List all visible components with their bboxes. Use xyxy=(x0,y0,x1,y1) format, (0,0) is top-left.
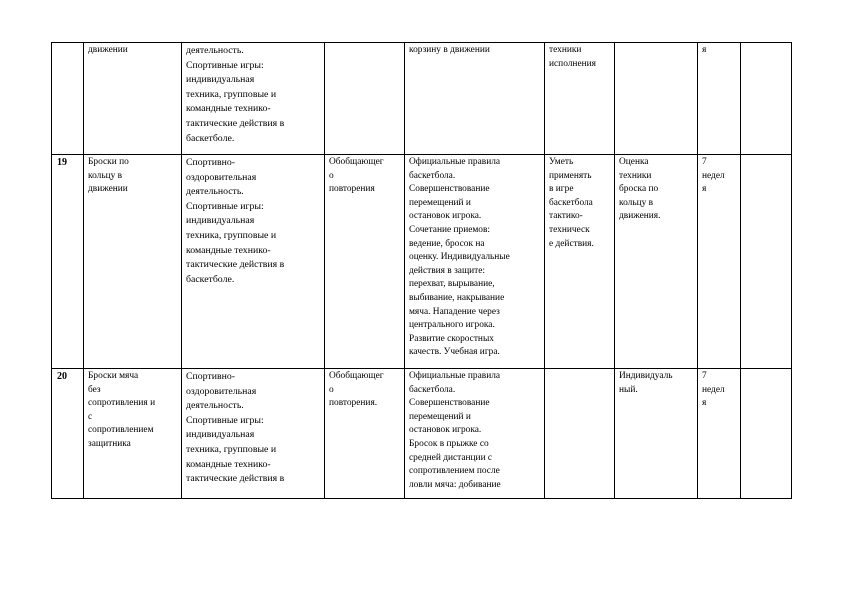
text-line: 20 xyxy=(57,371,67,382)
cell-week xyxy=(698,369,741,499)
text-line: 7 xyxy=(702,371,707,381)
cell-control xyxy=(615,155,698,369)
text-line: повторения xyxy=(329,184,375,195)
text-line: сопротивления и xyxy=(88,398,156,409)
text-line: техники xyxy=(549,45,582,55)
text-line: Официальные правила xyxy=(409,371,501,381)
text-line: е действия. xyxy=(549,238,594,249)
text-line: индивидуальная xyxy=(186,215,255,227)
text-line: Спортивные игры: xyxy=(186,200,264,212)
text-line: Спортивно- xyxy=(186,371,235,382)
text-line: тактические действия в xyxy=(186,259,285,271)
text-line: Обобщающег xyxy=(329,371,384,381)
text-line: качеств. Учебная игра. xyxy=(409,347,500,358)
text-line: баскетболе. xyxy=(186,273,235,285)
cell-control xyxy=(615,43,698,155)
text-line: Спортивные игры: xyxy=(186,59,264,71)
text-line: средней дистанции с xyxy=(409,452,493,463)
cell-lesson-type xyxy=(325,369,405,499)
cell-topic xyxy=(84,369,182,499)
cell-elements xyxy=(405,43,545,155)
text-line: в игре xyxy=(549,184,574,195)
cell-lesson-number xyxy=(52,369,84,499)
text-line: баскетболе. xyxy=(186,132,235,144)
cell-lesson-type xyxy=(325,155,405,369)
text-line: индивидуальная xyxy=(186,429,255,441)
text-line: без xyxy=(88,384,101,395)
text-line: Спортивно- xyxy=(186,157,235,168)
cell-extra xyxy=(741,155,792,369)
text-line: баскетбола. xyxy=(409,170,456,181)
text-line: Совершенствование xyxy=(409,398,490,409)
text-line: Уметь xyxy=(549,157,574,167)
text-line: о xyxy=(329,170,334,181)
text-line: с xyxy=(88,411,93,422)
text-line: деятельность. xyxy=(186,400,244,412)
text-line: оценку. Индивидуальные xyxy=(409,252,510,263)
text-line: оздоровительная xyxy=(186,171,257,183)
text-line: ловли мяча: добивание xyxy=(409,479,501,490)
text-line: командные технико- xyxy=(186,458,271,470)
text-line: деятельность. xyxy=(186,45,244,56)
text-line: Бросок в прыжке со xyxy=(409,438,489,449)
table-row xyxy=(52,155,792,369)
text-line: движении xyxy=(88,184,128,195)
text-line: остановок игрока. xyxy=(409,425,482,436)
text-line: баскетбола xyxy=(549,197,593,208)
text-line: центрального игрока. xyxy=(409,320,495,331)
text-line: техники xyxy=(619,170,652,181)
text-line: ный. xyxy=(619,384,638,395)
cell-content xyxy=(182,369,325,499)
cell-topic xyxy=(84,43,182,155)
text-line: ведение, бросок на xyxy=(409,238,485,249)
text-line: сопротивлением после xyxy=(409,466,500,477)
lesson-plan-table xyxy=(51,42,792,499)
cell-requirements xyxy=(545,43,615,155)
text-line: повторения. xyxy=(329,398,378,409)
text-line: Развитие скоростных xyxy=(409,333,494,344)
text-line: перемещений и xyxy=(409,197,471,208)
text-line: движении xyxy=(88,45,128,55)
text-line: 7 xyxy=(702,157,707,167)
text-line: я xyxy=(702,398,707,409)
text-line: сопротивлением xyxy=(88,425,154,436)
text-line: 19 xyxy=(57,157,67,168)
text-line: остановок игрока. xyxy=(409,211,482,222)
text-line: тактико- xyxy=(549,211,583,222)
text-line: перехват, вырывание, xyxy=(409,279,495,290)
cell-lesson-type xyxy=(325,43,405,155)
cell-requirements xyxy=(545,155,615,369)
cell-extra xyxy=(741,369,792,499)
text-line: защитника xyxy=(88,438,131,449)
text-line: техника, групповые и xyxy=(186,443,277,455)
text-line: Сочетание приемов: xyxy=(409,224,491,235)
text-line: корзину в движении xyxy=(409,45,490,55)
text-line: Броски по xyxy=(88,157,129,167)
text-line: недел xyxy=(702,384,725,395)
text-line: техника, групповые и xyxy=(186,88,277,100)
text-line: деятельность. xyxy=(186,186,244,198)
text-line: командные технико- xyxy=(186,244,271,256)
text-line: выбивание, накрывание xyxy=(409,292,505,303)
text-line: Броски мяча xyxy=(88,371,139,381)
text-line: Оценка xyxy=(619,157,649,167)
text-line: тактические действия в xyxy=(186,473,285,485)
text-line: действия в защите: xyxy=(409,265,486,276)
text-line: применять xyxy=(549,170,592,181)
text-line: командные технико- xyxy=(186,103,271,115)
text-line: Спортивные игры: xyxy=(186,414,264,426)
cell-week xyxy=(698,155,741,369)
text-line: мяча. Нападение через xyxy=(409,306,500,317)
text-line: я xyxy=(702,45,707,55)
cell-requirements xyxy=(545,369,615,499)
text-line: о xyxy=(329,384,334,395)
text-line: Индивидуаль xyxy=(619,371,673,381)
cell-extra xyxy=(741,43,792,155)
cell-week xyxy=(698,43,741,155)
table-body xyxy=(52,43,792,499)
cell-lesson-number xyxy=(52,43,84,155)
text-line: перемещений и xyxy=(409,411,471,422)
text-line: Официальные правила xyxy=(409,157,501,167)
text-line: тактические действия в xyxy=(186,117,285,129)
text-line: кольцу в xyxy=(88,170,123,181)
cell-topic xyxy=(84,155,182,369)
text-line: индивидуальная xyxy=(186,74,255,86)
cell-control xyxy=(615,369,698,499)
text-line: исполнения xyxy=(549,58,596,69)
cell-elements xyxy=(405,155,545,369)
table-row xyxy=(52,369,792,499)
text-line: я xyxy=(702,184,707,195)
cell-elements xyxy=(405,369,545,499)
text-line: броска по xyxy=(619,184,659,195)
cell-content xyxy=(182,155,325,369)
text-line: техническ xyxy=(549,224,590,235)
text-line: оздоровительная xyxy=(186,385,257,397)
text-line: недел xyxy=(702,170,725,181)
text-line: кольцу в xyxy=(619,197,654,208)
text-line: движения. xyxy=(619,211,661,222)
cell-lesson-number xyxy=(52,155,84,369)
text-line: Совершенствование xyxy=(409,184,490,195)
text-line: техника, групповые и xyxy=(186,229,277,241)
cell-content xyxy=(182,43,325,155)
text-line: баскетбола. xyxy=(409,384,456,395)
table-row xyxy=(52,43,792,155)
text-line: Обобщающег xyxy=(329,157,384,167)
